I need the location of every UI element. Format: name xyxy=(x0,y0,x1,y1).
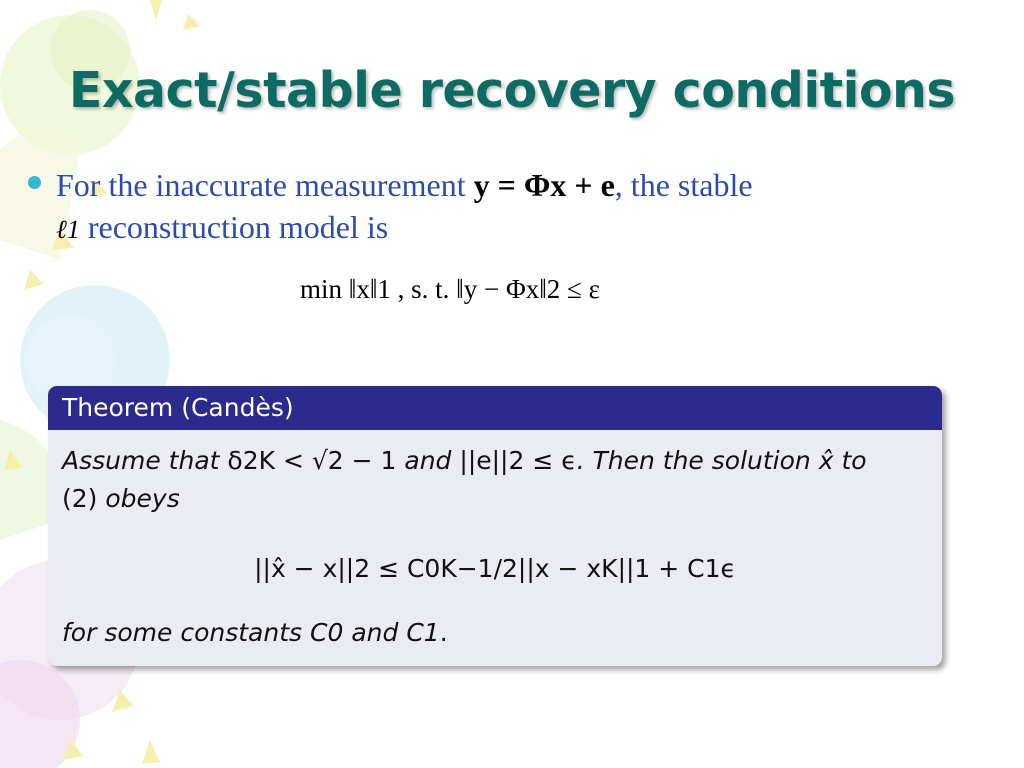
rip-condition: δ2K < √2 − 1 xyxy=(227,446,397,475)
constant-c0: C0 xyxy=(309,618,344,647)
error-bound-equation: ||x̂ − x||2 ≤ C0K−1/2||x − xK||1 + C1ϵ xyxy=(254,554,736,583)
theorem-header: Theorem (Candès) xyxy=(48,386,942,430)
slide-title: Exact/stable recovery conditions xyxy=(68,62,956,119)
bullet-text-after: , the stable xyxy=(614,167,753,203)
then-text: . Then the solution xyxy=(576,446,811,475)
bullet-text-before: For the inaccurate measurement xyxy=(56,167,466,203)
xhat-symbol: x̂ xyxy=(818,446,834,475)
bullet-line-2 xyxy=(56,206,936,251)
noise-condition: ||e||2 ≤ ϵ xyxy=(459,446,577,475)
obeys-word: obeys xyxy=(105,484,180,513)
to-word: to xyxy=(841,446,867,475)
l1-symbol: ℓ1 xyxy=(56,215,80,244)
bullet-dot xyxy=(28,176,41,189)
reconstruction-equation: min ‖x‖1 , s. t. ‖y − Φx‖2 ≤ ε xyxy=(300,274,600,304)
constants-statement xyxy=(62,614,928,652)
constant-c1: C1 xyxy=(406,618,440,647)
for-text: for some constants xyxy=(62,618,303,647)
period: . xyxy=(439,618,448,647)
and-word-2: and xyxy=(351,618,399,647)
equation-ref: (2) xyxy=(62,484,98,513)
and-word: and xyxy=(404,446,452,475)
bullet-text xyxy=(56,164,936,251)
bullet-text-line2: reconstruction model is xyxy=(87,209,389,245)
theorem-block xyxy=(48,386,942,666)
theorem-body xyxy=(48,430,942,652)
assume-word: Assume that xyxy=(62,446,220,475)
theorem-statement xyxy=(62,442,928,518)
measurement-equation: y = Φx + e xyxy=(473,167,615,203)
bullet-line-1 xyxy=(56,164,936,206)
